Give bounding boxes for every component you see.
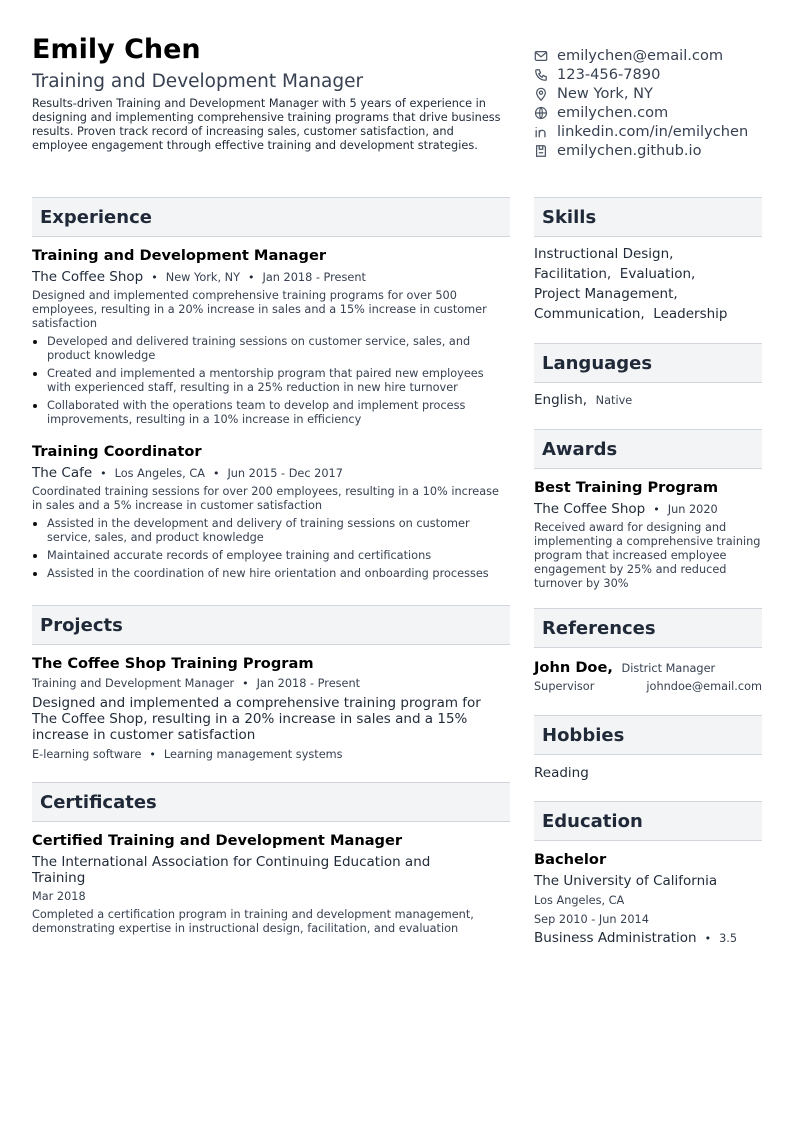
- list-item: Maintained accurate records of employee training and certifications: [32, 549, 510, 563]
- award-meta: [534, 501, 762, 518]
- job-location: New York, NY: [165, 271, 241, 284]
- mail-icon: [534, 49, 548, 63]
- skills-section: [534, 197, 762, 324]
- certificate-issuer: The International Association for Continuing Education and Training: [32, 854, 431, 886]
- skills-heading: Skills: [534, 197, 762, 237]
- contact-phone[interactable]: [534, 65, 789, 84]
- certificate-title: Certified Training and Development Manager: [32, 832, 403, 849]
- education-location: Los Angeles, CA: [534, 894, 625, 907]
- job-highlights: [32, 335, 510, 427]
- contact-linkedin[interactable]: [534, 122, 789, 141]
- job-dates: Jun 2015 - Dec 2017: [227, 467, 343, 480]
- experience-section: [32, 197, 510, 581]
- separator-dot: •: [100, 467, 107, 480]
- reference-relation: Supervisor: [534, 680, 595, 693]
- project-role: Training and Development Manager: [32, 677, 235, 690]
- education-entry: [534, 851, 762, 947]
- website-text: emilychen.com: [557, 104, 669, 121]
- contact-location: [534, 84, 789, 103]
- language-fluency: Native: [595, 394, 633, 407]
- certificates-heading: Certificates: [32, 782, 510, 822]
- candidate-name: Emily Chen: [32, 34, 201, 65]
- github-text: emilychen.github.io: [557, 142, 702, 159]
- projects-section: [32, 605, 510, 763]
- education-institution: The University of California: [534, 873, 718, 889]
- reference-entry: [534, 659, 762, 695]
- job-summary: Designed and implemented comprehensive training programs for over 500 employees, resulting in a 20% increase in sales and a 15% increase in customer satisfaction: [32, 289, 487, 330]
- separator-dot: •: [248, 271, 255, 284]
- job-entry: [32, 443, 510, 581]
- skill-item: Communication,: [534, 306, 645, 322]
- separator-dot: •: [151, 271, 158, 284]
- skills-list: [534, 244, 762, 324]
- location-pin-icon: [534, 87, 548, 101]
- project-title: The Coffee Shop Training Program: [32, 655, 314, 672]
- list-item: Assisted in the development and delivery of training sessions on customer service, sales, and product knowledge: [32, 517, 510, 545]
- award-date: Jun 2020: [667, 503, 718, 516]
- summary: Results-driven Training and Development Manager with 5 years of experience in designing and implementing comprehensive training programs that drive business results. Proven track record of increasing sales, customer satisfaction, and employee engagement through effective training and development strategies.: [32, 97, 501, 152]
- reference-email[interactable]: johndoe@email.com: [646, 680, 762, 693]
- reference-name: John Doe,: [534, 659, 613, 676]
- contact-website[interactable]: [534, 103, 789, 122]
- reference-details: [534, 679, 762, 695]
- award-awarder: The Coffee Shop: [534, 501, 646, 517]
- job-location: Los Angeles, CA: [114, 467, 205, 480]
- contact-email[interactable]: [534, 46, 789, 65]
- education-field-line: [534, 930, 762, 947]
- hobbies-heading: Hobbies: [534, 715, 762, 755]
- list-item: Assisted in the coordination of new hire orientation and onboarding processes: [32, 567, 510, 581]
- header: [32, 34, 512, 153]
- project-dates: Jan 2018 - Present: [256, 677, 361, 690]
- job-meta: [32, 269, 510, 286]
- skill-item: Evaluation,: [619, 266, 696, 282]
- phone-icon: [534, 68, 548, 82]
- separator-dot: •: [149, 748, 156, 761]
- award-title: Best Training Program: [534, 479, 719, 496]
- award-summary: Received award for designing and implementing a comprehensive training program that increased employee engagement by 25% and reduced turnover by 30%: [534, 521, 761, 590]
- education-degree: Bachelor: [534, 851, 607, 868]
- separator-dot: •: [653, 503, 660, 516]
- list-item: Developed and delivered training sessions on customer service, sales, and product knowledge: [32, 335, 510, 363]
- skill-item: Leadership: [653, 306, 728, 322]
- job-company: The Coffee Shop: [32, 269, 144, 285]
- job-entry: [32, 247, 510, 427]
- list-item: Created and implemented a mentorship program that paired new employees with experienced staff, resulting in a 25% reduction in new hire turnover: [32, 367, 510, 395]
- keyword: Learning management systems: [163, 748, 343, 761]
- education-gpa: 3.5: [719, 932, 738, 945]
- reference-line: [534, 659, 762, 677]
- job-meta: [32, 465, 510, 482]
- project-description: Designed and implemented a comprehensive training program for The Coffee Shop, resulting in a 20% increase in sales and a 15% increase in customer satisfaction: [32, 695, 481, 743]
- hobbies-section: [534, 715, 762, 782]
- certificates-section: [32, 782, 510, 936]
- references-section: [534, 608, 762, 695]
- awards-heading: Awards: [534, 429, 762, 469]
- languages-heading: Languages: [534, 343, 762, 383]
- award-entry: [534, 479, 762, 591]
- job-title: Training Coordinator: [32, 443, 202, 460]
- education-section: [534, 801, 762, 947]
- linkedin-icon: [534, 125, 548, 139]
- phone-text: 123-456-7890: [557, 66, 661, 83]
- job-company: The Cafe: [32, 465, 93, 481]
- project-entry: [32, 655, 510, 763]
- email-text: emilychen@email.com: [557, 47, 724, 64]
- education-dates: Sep 2010 - Jun 2014: [534, 913, 649, 926]
- contact-github[interactable]: [534, 141, 789, 160]
- candidate-title: Training and Development Manager: [32, 71, 364, 92]
- job-highlights: [32, 517, 510, 581]
- references-heading: References: [534, 608, 762, 648]
- skill-item: Project Management,: [534, 286, 678, 302]
- location-text: New York, NY: [557, 85, 653, 102]
- project-keywords: [32, 746, 510, 763]
- separator-dot: •: [704, 932, 712, 945]
- project-meta: [32, 675, 510, 692]
- globe-icon: [534, 106, 548, 120]
- education-heading: Education: [534, 801, 762, 841]
- skill-item: Facilitation,: [534, 266, 612, 282]
- skill-item: Instructional Design,: [534, 246, 674, 262]
- languages-section: [534, 343, 762, 409]
- projects-heading: Projects: [32, 605, 510, 645]
- list-item: Collaborated with the operations team to develop and implement process improvements, resulting in a 10% increase in efficiency: [32, 399, 510, 427]
- job-title: Training and Development Manager: [32, 247, 327, 264]
- separator-dot: •: [212, 467, 220, 480]
- certificate-date: Mar 2018: [32, 890, 86, 903]
- language-name: English,: [534, 392, 588, 408]
- hobby-item: Reading: [534, 765, 589, 781]
- certificate-description: Completed a certification program in training and development management, demonstrating expertise in instructional design, facilitation, and evaluation: [32, 908, 474, 935]
- awards-section: [534, 429, 762, 591]
- reference-position: District Manager: [621, 662, 716, 675]
- job-summary: Coordinated training sessions for over 200 employees, resulting in a 10% increase in sales and a 5% increase in customer satisfaction: [32, 485, 499, 512]
- separator-dot: •: [242, 677, 249, 690]
- education-field: Business Administration: [534, 930, 697, 946]
- contact-list: [534, 46, 789, 160]
- job-dates: Jan 2018 - Present: [262, 271, 366, 284]
- language-entry: [534, 392, 762, 409]
- experience-heading: Experience: [32, 197, 510, 237]
- github-icon: [534, 144, 548, 158]
- linkedin-text: linkedin.com/in/emilychen: [557, 123, 749, 140]
- keyword: E-learning software: [32, 748, 142, 761]
- certificate-entry: [32, 832, 510, 936]
